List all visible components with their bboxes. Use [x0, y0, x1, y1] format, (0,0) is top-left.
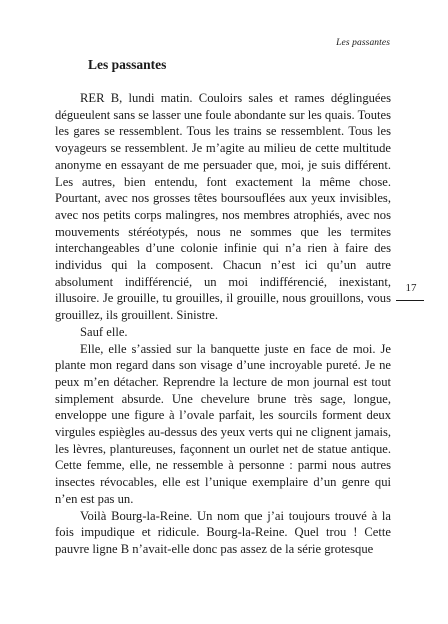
- page-number-rule: [396, 300, 424, 301]
- paragraph: RER B, lundi matin. Couloirs sales et rames déglinguées dégueulent sans se lasser une foule abondante sur les quais. Toutes les gares se ressemblent. Tous les trains se ressemblent. Tous les voyageurs se ressemblent. Je m’agite au milieu de cette multitude anonyme en essayant de me persuader que, moi, je suis différent. Les autres, bien entendu, font exactement la même chose. Pourtant, avec nos grosses têtes boursouflées aux yeux invisibles, avec nos petits corps malingres, nos membres atrophiés, avec nos mouvements stéréotypés, nous ne sommes que les termites interchangeables d’une colonie infinie qui n’a rien à faire des individus qui la composent. Chacun n’est ici qu’un autre absolument indifférencié, un moi indifférencié, inexistant, illusoire. Je grouille, tu grouilles, il grouille, nous grouillons, vous grouillez, ils grouillent. Sinistre.: [55, 91, 391, 323]
- paragraph: Elle, elle s’assied sur la banquette juste en face de moi. Je plante mon regard dans son visage d’une incroyable pureté. Je ne peux m’en détacher. Reprendre la lecture de mon journal est tout simplement absurde. Une chevelure brune très sage, longue, enveloppe une figure à l’ovale parfait, les sourcils forment deux virgules espiègles au-dessus des yeux verts qui ne clignent jamais, les lèvres, plantureuses, façonnent un ourlet net de statue antique. Cette femme, elle, ne ressemble à personne : parmi nous autres insectes révocables, elle est l’unique exemplaire d’un genre qui n’en est pas un.: [55, 341, 391, 506]
- page-number: 17: [405, 282, 417, 294]
- chapter-title: Les passantes: [88, 57, 167, 72]
- paragraph: Sauf elle.: [80, 324, 128, 339]
- running-header: Les passantes: [336, 38, 390, 48]
- paragraph: Voilà Bourg-la-Reine. Un nom que j’ai toujours trouvé à la fois impudique et ridicule. Bourg-la-Reine. Quel trou ! Cette pauvre ligne B n’avait-elle donc pas assez de la série grotesque: [55, 508, 391, 556]
- body-text: [55, 90, 391, 558]
